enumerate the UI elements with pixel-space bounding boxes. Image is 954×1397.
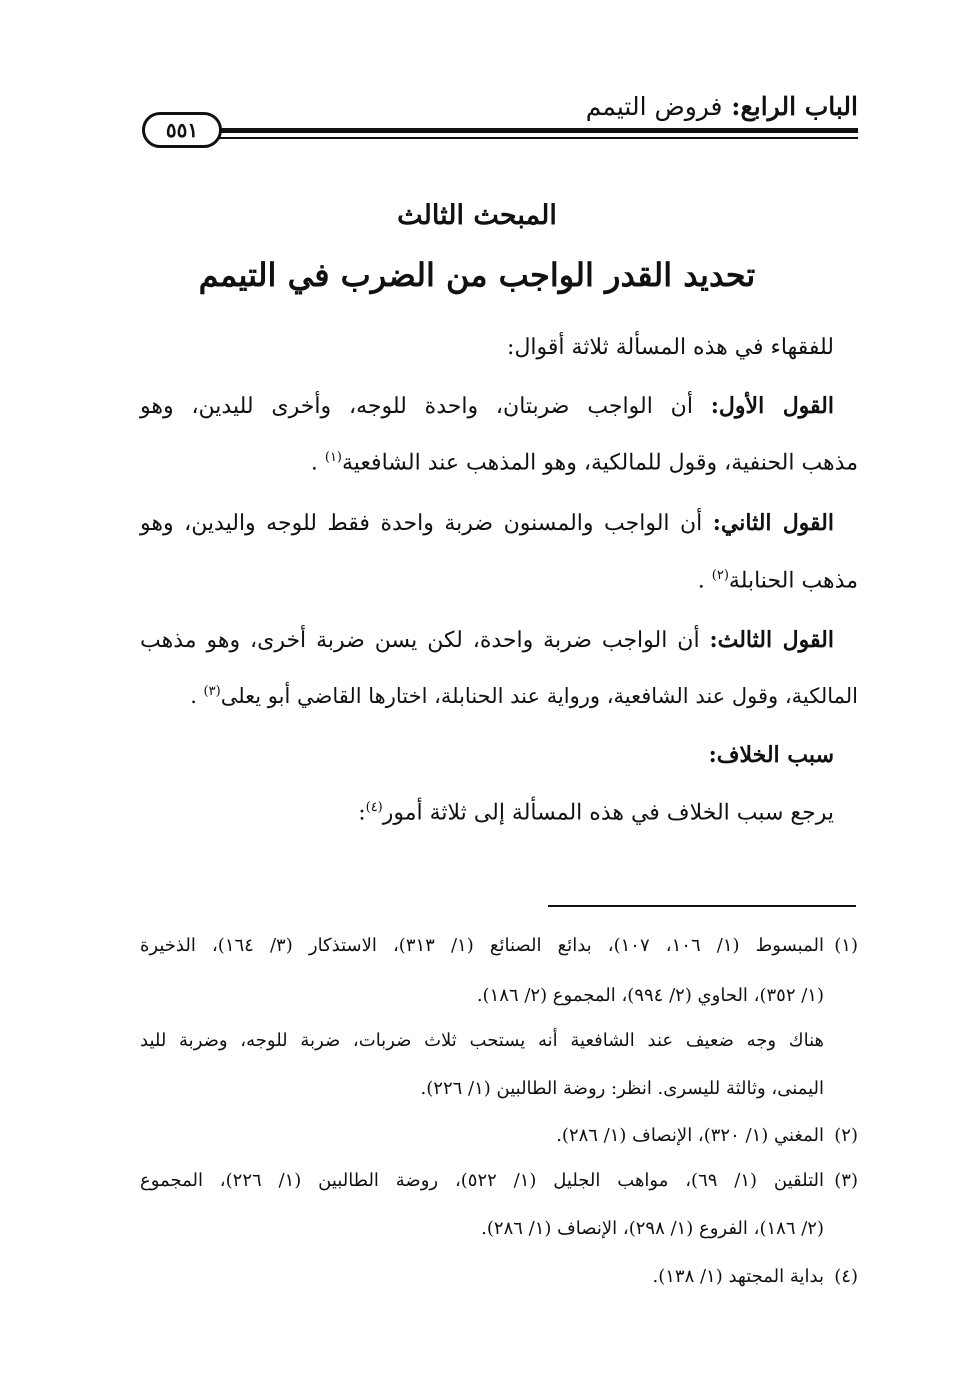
footnote-1-number: (١) bbox=[834, 935, 858, 956]
page-number: ٥٥١ bbox=[142, 112, 222, 148]
section-label: المبحث الثالث bbox=[397, 200, 557, 231]
opinion-2-line-2: مذهب الحنابلة$^{(٢)}$ . bbox=[697, 568, 858, 594]
opinion-1-line-2: مذهب الحنفية، وقول للمالكية، وهو المذهب عند الشافعية$^{(١)}$ . bbox=[310, 450, 858, 476]
footnote-2-number: (٢) bbox=[834, 1125, 858, 1146]
footnote-3-line-2: (٢/ ١٨٦)، الفروع (١/ ٢٩٨)، الإنصاف (١/ ٢٨٦). bbox=[481, 1218, 824, 1239]
chapter-subject: فروض التيمم bbox=[585, 92, 723, 121]
footnote-3-number: (٣) bbox=[834, 1170, 858, 1191]
footnote-ref-2: (٢) bbox=[711, 568, 729, 583]
footnote-ref-1: (١) bbox=[324, 450, 342, 465]
footnote-1-line-3: هناك وجه ضعيف عند الشافعية أنه يستحب ثلاث ضربات، ضربة للوجه، وضربة لليد bbox=[140, 1030, 824, 1051]
footnote-1-line-4: اليمنى، وثالثة لليسرى. انظر: روضة الطالبين (١/ ٢٢٦). bbox=[420, 1078, 824, 1099]
opinion-1-line-1 bbox=[140, 393, 834, 419]
chapter-label: الباب الرابع: bbox=[731, 92, 858, 121]
chapter-title bbox=[586, 92, 858, 121]
footnote-1-line-2: (١/ ٣٥٢)، الحاوي (٢/ ٩٩٤)، المجموع (٢/ ١٨٦). bbox=[476, 985, 824, 1006]
footnote-1-line-1: المبسوط (١/ ١٠٦، ١٠٧)، بدائع الصنائع (١/ ٣١٣)، الاستذكار (٣/ ١٦٤)، الذخيرة bbox=[140, 935, 824, 956]
opinion-2-text-2: مذهب الحنابلة bbox=[728, 568, 858, 594]
footnote-separator bbox=[548, 905, 856, 907]
footnote-2-line-1: المغني (١/ ٣٢٠)، الإنصاف (١/ ٢٨٦). bbox=[556, 1125, 824, 1146]
opinion-2-text: أن الواجب والمسنون ضربة واحدة فقط للوجه واليدين، وهو bbox=[140, 511, 703, 536]
opinion-2-line-1 bbox=[140, 510, 834, 536]
cause-heading: سبب الخلاف: bbox=[708, 742, 834, 768]
opinion-3-text: أن الواجب ضربة واحدة، لكن يسن ضربة أخرى، وهو مذهب bbox=[140, 628, 700, 653]
opinion-1-text: أن الواجب ضربتان، واحدة للوجه، وأخرى لليدين، وهو bbox=[140, 394, 693, 419]
opinion-2-label: القول الثاني: bbox=[712, 510, 834, 536]
header-rule-thin bbox=[208, 137, 858, 139]
opinion-3-text-2: المالكية، وقول عند الشافعية، ورواية عند الحنابلة، اختارها القاضي أبو يعلى bbox=[220, 684, 858, 708]
footnote-3-line-1: التلقين (١/ ٦٩)، مواهب الجليل (١/ ٥٢٢)، روضة الطالبين (١/ ٢٢٦)، المجموع bbox=[140, 1170, 824, 1191]
header-rule-thick bbox=[208, 128, 858, 133]
opinion-3-line-1 bbox=[140, 627, 834, 653]
footnote-ref-3: (٣) bbox=[203, 684, 221, 699]
opinion-1-label: القول الأول: bbox=[710, 393, 834, 419]
footnote-4-number: (٤) bbox=[834, 1266, 858, 1287]
opinion-3-line-2: المالكية، وقول عند الشافعية، ورواية عند الحنابلة، اختارها القاضي أبو يعلى$^{(٣)}$ . bbox=[190, 684, 858, 708]
running-header bbox=[138, 86, 858, 150]
cause-paragraph: يرجع سبب الخلاف في هذه المسألة إلى ثلاثة أمور$^{(٤)}$: bbox=[358, 800, 834, 826]
opinion-3-label: القول الثالث: bbox=[709, 627, 834, 653]
section-title: تحديد القدر الواجب من الضرب في التيمم bbox=[198, 256, 756, 294]
opinion-1-text-2: مذهب الحنفية، وقول للمالكية، وهو المذهب عند الشافعية bbox=[342, 450, 858, 476]
footnote-4-line-1: بداية المجتهد (١/ ١٣٨). bbox=[652, 1266, 824, 1287]
intro-paragraph: للفقهاء في هذه المسألة ثلاثة أقوال: bbox=[507, 335, 834, 360]
footnote-ref-4: (٤) bbox=[365, 800, 383, 815]
cause-text: يرجع سبب الخلاف في هذه المسألة إلى ثلاثة أمور bbox=[382, 800, 834, 826]
